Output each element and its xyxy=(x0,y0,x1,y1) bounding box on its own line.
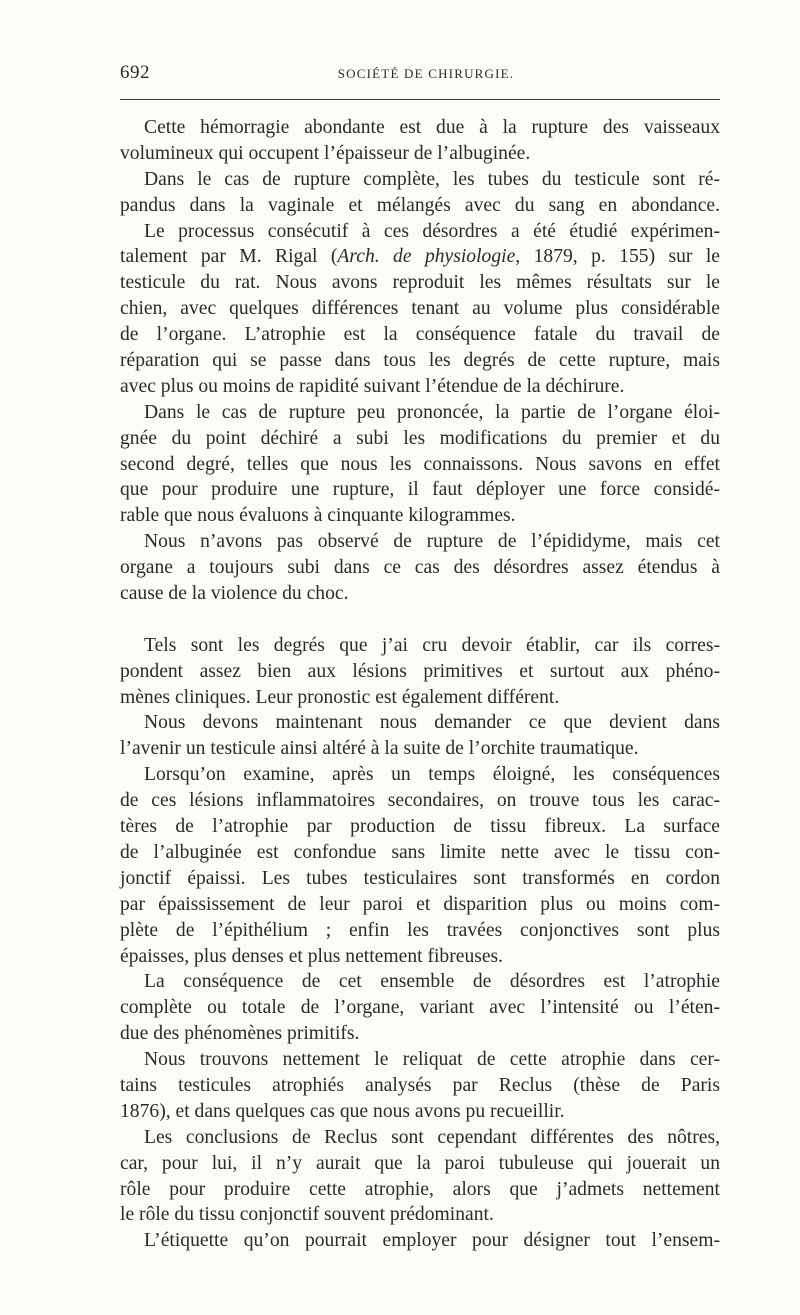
text-line: testicule du rat. Nous avons reproduit les mêmes résultats sur le xyxy=(120,272,720,294)
text-line: Le processus consécutif à ces désordres a été étudié expérimen- xyxy=(144,220,720,242)
text-line: La conséquence de cet ensemble de désordres est l’atrophie xyxy=(144,971,720,993)
text-line: par épaississement de leur paroi et disparition plus ou moins com- xyxy=(120,893,720,915)
text-line: réparation qui se passe dans tous les degrés de cette rupture, mais xyxy=(120,350,720,372)
text-line: l’avenir un testicule ainsi altéré à la suite de l’orchite traumatique. xyxy=(120,738,639,760)
text-line: 1876), et dans quelques cas que nous avons pu recueillir. xyxy=(120,1100,565,1122)
text-line: L’étiquette qu’on pourrait employer pour désigner tout l’ensem- xyxy=(144,1230,720,1252)
text-line: car, pour lui, il n’y aurait que la paroi tubuleuse qui jouerait un xyxy=(120,1152,720,1174)
text-line: complète ou totale de l’organe, variant avec l’intensité ou l’éten- xyxy=(120,997,720,1019)
text-line-rigal xyxy=(120,244,720,270)
text-line: Nous devons maintenant nous demander ce que devient dans xyxy=(144,712,720,734)
text-line: Lorsqu’on examine, après un temps éloigné, les conséquences xyxy=(144,764,720,786)
text-line: tains testicules atrophiés analysés par Reclus (thèse de Paris xyxy=(120,1074,720,1096)
text-line: Dans le cas de rupture complète, les tubes du testicule sont ré- xyxy=(144,168,720,190)
text-line: Nous trouvons nettement le reliquat de cette atrophie dans cer- xyxy=(144,1049,720,1071)
journal-title: Arch. de physiologie xyxy=(337,246,516,268)
text-line: le rôle du tissu conjonctif souvent prédominant. xyxy=(120,1204,494,1226)
page-number: 692 xyxy=(120,62,150,83)
text-line: avec plus ou moins de rapidité suivant l’étendue de la déchirure. xyxy=(120,375,625,397)
text-line: épaisses, plus denses et plus nettement fibreuses. xyxy=(120,945,504,967)
text-line: organe a toujours subi dans ce cas des désordres assez étendus à xyxy=(120,557,720,579)
paragraph-gap xyxy=(120,607,720,633)
text-line: Tels sont les degrés que j’ai cru devoir établir, car ils corres- xyxy=(144,634,720,656)
text-line: gnée du point déchiré a subi les modifications du premier et du xyxy=(120,427,720,449)
text-line: de l’organe. L’atrophie est la conséquence fatale du travail de xyxy=(120,324,720,346)
text-segment: , 1879, p. 155) sur le xyxy=(515,246,720,268)
text-line: pondent assez bien aux lésions primitives et surtout aux phéno- xyxy=(120,660,720,682)
text-line: Nous n’avons pas observé de rupture de l’épididyme, mais cet xyxy=(144,531,720,553)
text-line: volumineux qui occupent l’épaisseur de l’albuginée. xyxy=(120,142,531,164)
body-text xyxy=(120,115,720,1254)
text-line: cause de la violence du choc. xyxy=(120,583,349,605)
text-line: de ces lésions inflammatoires secondaires, on trouve tous les carac- xyxy=(120,790,720,812)
text-segment: talement par M. Rigal ( xyxy=(120,246,338,268)
text-line: mènes cliniques. Leur pronostic est également différent. xyxy=(120,686,560,708)
text-line: tères de l’atrophie par production de tissu fibreux. La surface xyxy=(120,816,720,838)
text-line: de l’albuginée est confondue sans limite nette avec le tissu con- xyxy=(120,841,720,863)
page-header xyxy=(120,62,720,90)
text-line: chien, avec quelques différences tenant au volume plus considérable xyxy=(120,298,720,320)
text-line: Cette hémorragie abondante est due à la rupture des vaisseaux xyxy=(144,117,720,138)
text-line: plète de l’épithélium ; enfin les travées conjonctives sont plus xyxy=(120,919,720,941)
text-line: que pour produire une rupture, il faut déployer une force considé- xyxy=(120,479,720,501)
running-head: SOCIÉTÉ DE CHIRURGIE. xyxy=(337,66,515,81)
text-line: rable que nous évaluons à cinquante kilogrammes. xyxy=(120,505,516,527)
text-line: pandus dans la vaginale et mélangés avec du sang en abondance. xyxy=(120,194,720,216)
text-line: second degré, telles que nous les connaissons. Nous savons en effet xyxy=(120,453,720,475)
text-line: rôle pour produire cette atrophie, alors que j’admets nettement xyxy=(120,1178,720,1200)
header-rule xyxy=(120,99,720,100)
text-line: Les conclusions de Reclus sont cependant différentes des nôtres, xyxy=(144,1126,720,1148)
text-line: Dans le cas de rupture peu prononcée, la partie de l’organe éloi- xyxy=(144,401,720,423)
text-line: due des phénomènes primitifs. xyxy=(120,1023,360,1045)
text-line: jonctif épaissi. Les tubes testiculaires sont transformés en cordon xyxy=(120,867,720,889)
